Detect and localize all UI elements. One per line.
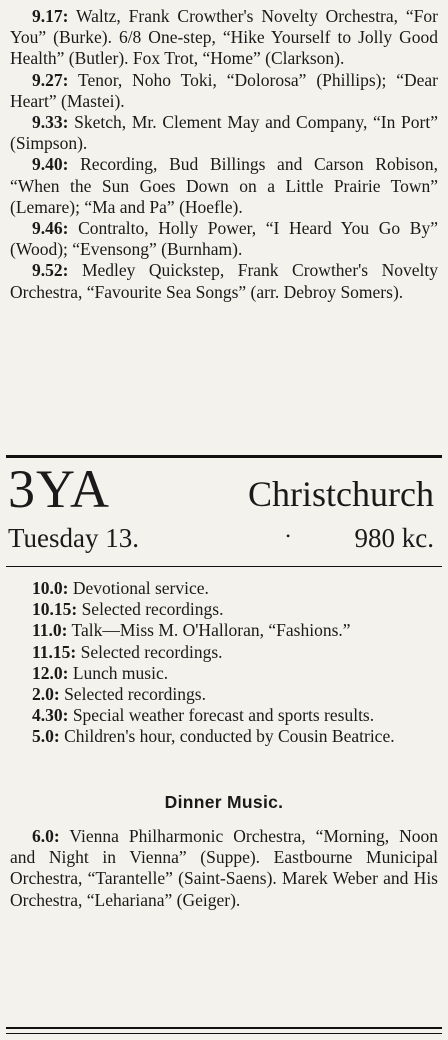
- entry-time: 11.0:: [32, 620, 68, 641]
- programme-entry: [10, 620, 438, 641]
- station-frequency: 980 kc.: [354, 523, 434, 553]
- print-mark-icon: •: [286, 529, 291, 543]
- entry-time: 10.15:: [32, 599, 78, 620]
- entry-text: Contralto, Holly Power, “I Heard You Go By” (Wood); “Evensong” (Burnham).: [10, 218, 438, 260]
- entry-text: Special weather forecast and sports results.: [68, 705, 375, 726]
- programme-entry: [10, 6, 438, 70]
- entry-text: Sketch, Mr. Clement May and Company, “In Port” (Simpson).: [10, 112, 438, 154]
- entry-time: 9.33:: [32, 112, 69, 133]
- programme-entry: [10, 260, 438, 302]
- entry-time: 5.0:: [32, 726, 60, 747]
- entry-text: Devotional service.: [68, 578, 209, 598]
- entry-text: Waltz, Frank Crowther's Novelty Orchestra, “For You” (Burke). 6/8 One-step, “Hike Yourself to Jolly Good Health” (Butler). Fox Trot, “Home” (Clarkson).: [10, 6, 438, 69]
- programme-entry: [10, 154, 438, 218]
- entry-time: 9.52:: [32, 260, 69, 281]
- divider-bottom-thin: [6, 1033, 442, 1034]
- entry-time: 2.0:: [32, 684, 60, 705]
- entry-time: 11.15:: [32, 641, 77, 662]
- programme-list-day: [10, 578, 438, 748]
- entry-time: 12.0:: [32, 662, 69, 683]
- entry-text: Lunch music.: [68, 662, 169, 683]
- entry-text: Medley Quickstep, Frank Crowther's Novelty Orchestra, “Favourite Sea Songs” (arr. Debroy Somers).: [10, 260, 438, 302]
- programme-list-dinner: [10, 826, 438, 911]
- entry-time: 6.0:: [32, 826, 60, 846]
- section-heading: Dinner Music.: [164, 792, 284, 812]
- entry-text: Children's hour, conducted by Cousin Beatrice.: [59, 726, 395, 747]
- programme-entry: [10, 663, 438, 684]
- divider-header: [6, 566, 442, 567]
- entry-text: Tenor, Noho Toki, “Dolorosa” (Phillips); “Dear Heart” (Mastei).: [10, 69, 438, 111]
- entry-text: Selected recordings.: [76, 641, 223, 662]
- programme-entry: [10, 70, 438, 112]
- entry-time: 4.30:: [32, 705, 69, 726]
- programme-entry: [10, 826, 438, 911]
- entry-time: 9.17:: [32, 6, 69, 26]
- programme-entry: [10, 112, 438, 154]
- divider-top: [6, 455, 442, 458]
- programme-entry: [10, 684, 438, 705]
- station-callsign: 3YA: [8, 459, 111, 519]
- entry-text: Recording, Bud Billings and Carson Robison, “When the Sun Goes Down on a Little Prairie Town” (Lemare); “Ma and Pa” (Hoefle).: [10, 154, 438, 217]
- broadcast-day: Tuesday 13.: [8, 523, 140, 553]
- entry-text: Talk—Miss M. O'Halloran, “Fashions.”: [67, 620, 351, 641]
- programme-entry: [10, 726, 438, 747]
- programme-entry: [10, 218, 438, 260]
- entry-text: Selected recordings.: [59, 684, 206, 705]
- programme-entry: [10, 578, 438, 599]
- programme-list-top: [10, 6, 438, 303]
- programme-entry: [10, 705, 438, 726]
- entry-time: 9.40:: [32, 154, 69, 175]
- entry-time: 9.27:: [32, 69, 69, 90]
- station-city: Christchurch: [248, 474, 434, 514]
- entry-time: 10.0:: [32, 578, 69, 598]
- programme-entry: [10, 642, 438, 663]
- divider-bottom: [6, 1027, 442, 1029]
- entry-text: Vienna Philharmonic Orchestra, “Morning, Noon and Night in Vienna” (Suppe). Eastbourne Municipal Orchestra, “Tarantelle” (Saint-Saens). Marek Weber and His Orchestra, “Lehariana” (Geiger).: [10, 826, 438, 910]
- programme-entry: [10, 599, 438, 620]
- entry-time: 9.46:: [32, 218, 69, 239]
- entry-text: Selected recordings.: [77, 599, 224, 620]
